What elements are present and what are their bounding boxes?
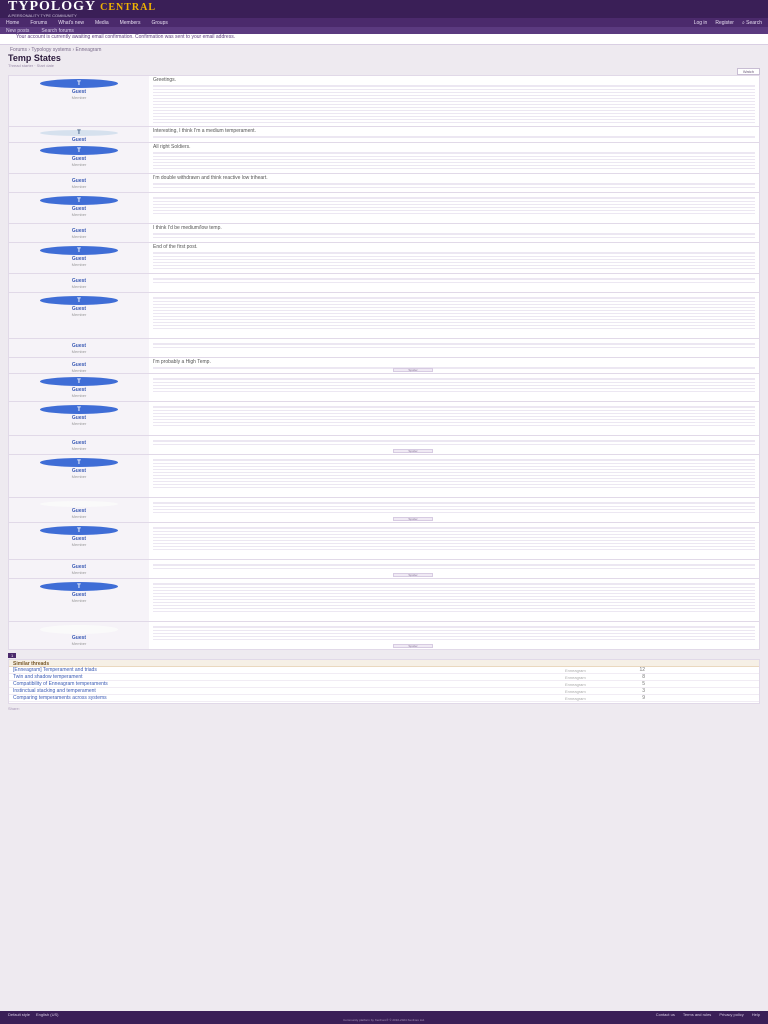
- username[interactable]: Guest: [71, 306, 87, 312]
- user-title: Member: [71, 95, 87, 100]
- post-author: [9, 436, 149, 454]
- post-content-lines: [153, 183, 755, 190]
- username[interactable]: Guest: [71, 178, 87, 184]
- post-body: [149, 523, 759, 559]
- username[interactable]: Guest: [71, 564, 87, 570]
- avatar[interactable]: T: [40, 246, 118, 255]
- footer-help[interactable]: Help: [751, 1012, 760, 1017]
- language-chooser[interactable]: English (US): [36, 1012, 59, 1017]
- similar-thread-replies: 3: [642, 688, 645, 694]
- post-content-lines: [153, 343, 755, 350]
- avatar[interactable]: T: [40, 458, 118, 467]
- avatar[interactable]: T: [40, 196, 118, 205]
- post-content-lines: [153, 564, 755, 571]
- subnav-new-posts[interactable]: New posts: [6, 27, 30, 34]
- similar-thread-replies: 5: [642, 681, 645, 687]
- post: [8, 243, 760, 274]
- username[interactable]: Guest: [71, 635, 87, 641]
- avatar[interactable]: [40, 501, 118, 507]
- user-title: Member: [71, 284, 87, 289]
- post: [8, 523, 760, 560]
- post-text: Greetings.: [153, 77, 177, 83]
- post-author: [9, 498, 149, 522]
- post: [8, 339, 760, 358]
- post-content-lines: [153, 136, 755, 140]
- user-title: Member: [71, 262, 87, 267]
- avatar[interactable]: T: [40, 130, 118, 136]
- post: [8, 143, 760, 174]
- similar-thread-row[interactable]: [9, 681, 759, 688]
- post-body: [149, 274, 759, 292]
- nav-home[interactable]: Home: [6, 19, 20, 26]
- main-nav: [0, 18, 768, 27]
- post: [8, 75, 760, 127]
- post-content-lines: [153, 459, 755, 490]
- page-title: Temp States: [8, 53, 61, 63]
- similar-thread-row[interactable]: [9, 695, 759, 702]
- post-body: [149, 339, 759, 357]
- post-author: [9, 402, 149, 435]
- avatar[interactable]: T: [40, 526, 118, 535]
- username[interactable]: Guest: [71, 440, 87, 446]
- username[interactable]: Guest: [71, 362, 87, 368]
- post: [8, 436, 760, 455]
- post: [8, 402, 760, 436]
- nav-forums[interactable]: Forums: [30, 19, 48, 26]
- footer-terms[interactable]: Terms and rules: [682, 1012, 712, 1017]
- search-icon[interactable]: ⌕ Search: [741, 19, 762, 26]
- post: [8, 455, 760, 498]
- post-author: [9, 455, 149, 497]
- similar-thread-replies: 8: [642, 674, 645, 680]
- avatar[interactable]: T: [40, 296, 118, 305]
- username[interactable]: Guest: [71, 415, 87, 421]
- footer-privacy[interactable]: Privacy policy: [719, 1012, 744, 1017]
- similar-threads-title: Similar threads: [9, 660, 759, 667]
- post-author: [9, 127, 149, 142]
- user-title: Member: [71, 514, 87, 519]
- post-author: [9, 174, 149, 192]
- spoiler-button[interactable]: Spoiler: [393, 517, 433, 521]
- share-bar: Share:: [8, 706, 20, 711]
- similar-thread-title[interactable]: Twin and shadow temperament: [13, 674, 83, 680]
- username[interactable]: Guest: [71, 256, 87, 262]
- post-author: [9, 274, 149, 292]
- username[interactable]: Guest: [71, 278, 87, 284]
- similar-thread-forum: Enneagram: [565, 688, 586, 694]
- post: [8, 498, 760, 523]
- avatar[interactable]: T: [40, 405, 118, 414]
- post-body: [149, 224, 759, 242]
- avatar[interactable]: [40, 625, 118, 634]
- post-author: [9, 76, 149, 126]
- post: [8, 358, 760, 374]
- post-body: [149, 374, 759, 401]
- post: [8, 579, 760, 622]
- post-text: I think I'd be medium/low temp.: [153, 225, 222, 231]
- post: [8, 374, 760, 402]
- watch-button[interactable]: Watch: [737, 68, 760, 75]
- similar-thread-replies: 9: [642, 695, 645, 701]
- spoiler-button[interactable]: Spoiler: [393, 573, 433, 577]
- subnav-search-forums[interactable]: Search forums: [41, 27, 74, 34]
- post: [8, 174, 760, 193]
- similar-thread-forum: Enneagram: [565, 674, 586, 680]
- post-author: [9, 243, 149, 273]
- username[interactable]: Guest: [71, 536, 87, 542]
- post-text: End of the first post.: [153, 244, 198, 250]
- user-title: Member: [71, 542, 87, 547]
- username[interactable]: Guest: [71, 137, 87, 143]
- post-body: [149, 402, 759, 435]
- user-title: Member: [71, 474, 87, 479]
- post-body: [149, 293, 759, 338]
- user-title: Member: [71, 312, 87, 317]
- post: [8, 274, 760, 293]
- post-author: [9, 358, 149, 373]
- post-content-lines: [153, 278, 755, 285]
- post-content-lines: [153, 197, 755, 216]
- pagination: [8, 652, 760, 658]
- user-title: Member: [71, 349, 87, 354]
- post-content-lines: [153, 583, 755, 614]
- username[interactable]: Guest: [71, 206, 87, 212]
- site-footer: [0, 1011, 768, 1024]
- user-title: Member: [71, 184, 87, 189]
- post-author: [9, 374, 149, 401]
- post-content-lines: [153, 233, 755, 240]
- nav-members[interactable]: Members: [119, 19, 141, 26]
- thread-toolbar: [8, 68, 760, 75]
- post-body: [149, 622, 759, 649]
- sub-nav: [0, 27, 768, 34]
- post-author: [9, 224, 149, 242]
- user-title: Member: [71, 570, 87, 575]
- user-title: Member: [71, 212, 87, 217]
- avatar[interactable]: T: [40, 79, 118, 88]
- user-title: Member: [71, 598, 87, 603]
- style-chooser[interactable]: Default style: [8, 1012, 31, 1017]
- post-content-lines: [153, 297, 755, 331]
- post-body: [149, 436, 759, 454]
- post: [8, 293, 760, 339]
- copyright: Community platform by XenForo® © 2010-2024 XenForo Ltd.: [343, 1018, 425, 1022]
- similar-thread-replies: 12: [639, 667, 645, 673]
- post-author: [9, 193, 149, 223]
- similar-thread-title[interactable]: Compatibility of Enneagram temperaments: [13, 681, 108, 687]
- post-text: Interesting, I think I'm a medium temperament.: [153, 128, 256, 134]
- post-body: [149, 243, 759, 273]
- post-text: All right Soldiers.: [153, 144, 191, 150]
- user-title: Member: [71, 393, 87, 398]
- post: [8, 622, 760, 650]
- post: [8, 127, 760, 143]
- user-title: Member: [71, 234, 87, 239]
- post-body: [149, 455, 759, 497]
- post-content-lines: [153, 367, 755, 371]
- post-text: I'm double withdrawn and think reactive low triheart.: [153, 175, 268, 181]
- similar-thread-row[interactable]: [9, 674, 759, 681]
- breadcrumb-forums[interactable]: Forums: [10, 47, 27, 53]
- post-body: [149, 560, 759, 578]
- post-list: [8, 75, 760, 650]
- post-content-lines: [153, 626, 755, 642]
- avatar[interactable]: T: [40, 146, 118, 155]
- spoiler-button[interactable]: Spoiler: [393, 368, 433, 372]
- post-content-lines: [153, 440, 755, 447]
- post-body: [149, 579, 759, 621]
- user-title: Member: [71, 446, 87, 451]
- post-content-lines: [153, 152, 755, 171]
- account-notice: Your account is currently awaiting email confirmation. Confirmation was sent to your email address.: [0, 34, 768, 45]
- site-logo[interactable]: TYPOLOGY CENTRAL: [8, 0, 157, 14]
- username[interactable]: Guest: [71, 89, 87, 95]
- site-header: [0, 0, 768, 18]
- similar-thread-row[interactable]: [9, 688, 759, 695]
- post-author: [9, 560, 149, 578]
- username[interactable]: Guest: [71, 468, 87, 474]
- post-content-lines: [153, 527, 755, 552]
- post: [8, 560, 760, 579]
- post-author: [9, 622, 149, 649]
- post-body: [149, 358, 759, 373]
- user-title: Member: [71, 421, 87, 426]
- post-author: [9, 339, 149, 357]
- username[interactable]: Guest: [71, 508, 87, 514]
- similar-threads: [8, 659, 760, 704]
- avatar[interactable]: T: [40, 377, 118, 386]
- nav-whats-new[interactable]: What's new: [58, 19, 84, 26]
- username[interactable]: Guest: [71, 387, 87, 393]
- post-author: [9, 579, 149, 621]
- post-text: I'm probably a High Temp.: [153, 359, 211, 365]
- post: [8, 224, 760, 243]
- username[interactable]: Guest: [71, 592, 87, 598]
- spoiler-button[interactable]: Spoiler: [393, 449, 433, 453]
- post-content-lines: [153, 252, 755, 271]
- post-body: [149, 193, 759, 223]
- nav-groups[interactable]: Groups: [151, 19, 168, 26]
- post-content-lines: [153, 502, 755, 515]
- similar-thread-forum: Enneagram: [565, 695, 586, 701]
- similar-thread-forum: Enneagram: [565, 681, 586, 687]
- user-title: Member: [71, 368, 87, 373]
- post-author: [9, 523, 149, 559]
- post-content-lines: [153, 406, 755, 428]
- post: [8, 193, 760, 224]
- nav-media[interactable]: Media: [94, 19, 109, 26]
- avatar[interactable]: T: [40, 582, 118, 591]
- user-title: Member: [71, 641, 87, 646]
- footer-contact[interactable]: Contact us: [655, 1012, 675, 1017]
- user-title: Member: [71, 162, 87, 167]
- spoiler-button[interactable]: Spoiler: [393, 644, 433, 648]
- post-content-lines: [153, 85, 755, 125]
- username[interactable]: Guest: [71, 343, 87, 349]
- page-button[interactable]: 1: [8, 653, 16, 658]
- username[interactable]: Guest: [71, 228, 87, 234]
- similar-thread-row[interactable]: [9, 667, 759, 674]
- post-body: [149, 127, 759, 142]
- similar-thread-forum: Enneagram: [565, 667, 586, 673]
- breadcrumb-typology[interactable]: Typology systems: [31, 47, 72, 53]
- similar-thread-title[interactable]: Comparing temperaments across systems: [13, 695, 107, 701]
- similar-thread-title[interactable]: Instinctual stacking and temperament: [13, 688, 96, 694]
- post-body: [149, 498, 759, 522]
- post-body: [149, 174, 759, 192]
- post-body: [149, 76, 759, 126]
- nav-login[interactable]: Log in: [693, 19, 708, 26]
- site-tagline: A PERSONALITY TYPE COMMUNITY: [8, 13, 77, 18]
- post-content-lines: [153, 378, 755, 394]
- username[interactable]: Guest: [71, 156, 87, 162]
- post-author: [9, 143, 149, 173]
- thread-meta: Thread starter · Start date: [8, 63, 55, 68]
- similar-thread-title[interactable]: [Enneagram] Temperament and triads: [13, 667, 97, 673]
- breadcrumb-enneagram[interactable]: Enneagram: [75, 47, 102, 53]
- post-author: [9, 293, 149, 338]
- post-body: [149, 143, 759, 173]
- breadcrumb: Forums › Typology systems › Enneagram: [10, 47, 102, 53]
- nav-register[interactable]: Register: [715, 19, 734, 26]
